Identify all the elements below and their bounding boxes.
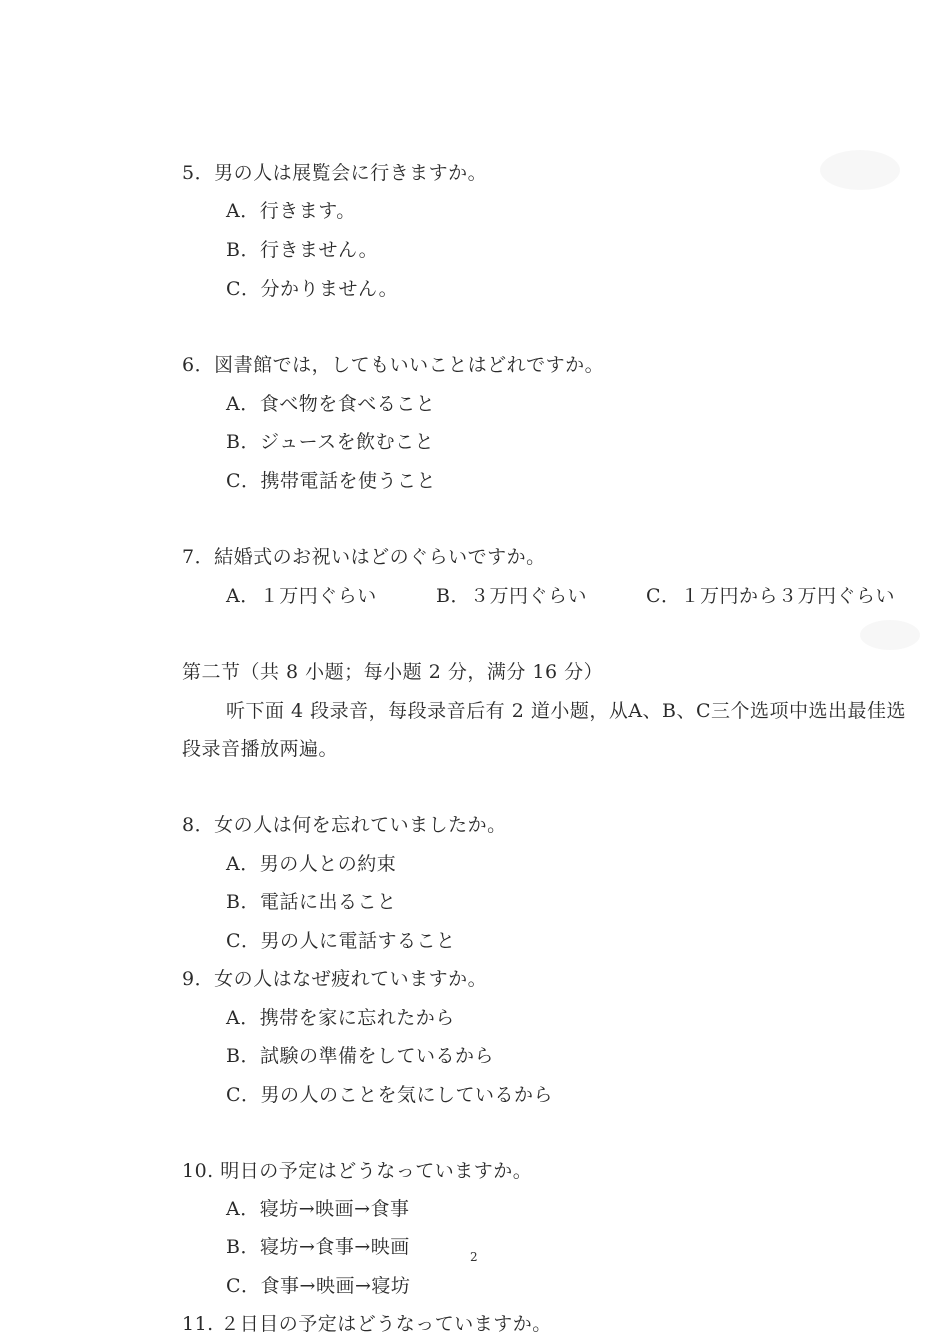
question-9-stem: 9．女の人はなぜ疲れていますか。 — [182, 968, 488, 990]
question-9-option-a: A．携帯を家に忘れたから — [226, 1007, 455, 1029]
page-number: 2 — [470, 1250, 478, 1264]
question-7-option-a: A．１万円ぐらい — [226, 585, 377, 607]
question-9-option-c: C．男の人のことを気にしているから — [226, 1084, 554, 1106]
question-5-option-b: B．行きません。 — [226, 239, 379, 261]
question-10-option-c: C．食事→映画→寝坊 — [226, 1275, 411, 1297]
question-5-option-a: A．行きます。 — [226, 200, 356, 222]
section-2-instruction-line2: 段录音播放两遍。 — [182, 738, 339, 760]
question-11-stem: 11. ２日目の予定はどうなっていますか。 — [182, 1313, 552, 1335]
question-8-stem: 8．女の人は何を忘れていましたか。 — [182, 814, 507, 836]
question-8-option-b: B．電話に出ること — [226, 891, 397, 913]
question-8-option-a: A．男の人との約束 — [226, 853, 397, 875]
question-7-option-c: C．１万円から３万円ぐらい — [646, 585, 896, 607]
scan-smudge — [820, 150, 900, 190]
question-6-stem: 6．図書館では，してもいいことはどれですか。 — [182, 354, 605, 376]
question-10-option-a: A．寝坊→映画→食事 — [226, 1198, 410, 1220]
question-8-option-c: C．男の人に電話すること — [226, 930, 456, 952]
question-5-stem: 5．男の人は展覧会に行きますか。 — [182, 162, 488, 184]
question-10-option-b: B．寝坊→食事→映画 — [226, 1236, 410, 1258]
section-2-title: 第二节（共 8 小题；每小题 2 分，满分 16 分） — [182, 661, 604, 683]
section-2-instruction-line1: 听下面 4 段录音，每段录音后有 2 道小题，从A、B、C三个选项中选出最佳选 — [226, 700, 907, 722]
scan-smudge — [860, 620, 920, 650]
question-7-option-b: B．３万円ぐらい — [436, 585, 587, 607]
question-5-option-c: C．分かりません。 — [226, 278, 399, 300]
question-9-option-b: B．試験の準備をしているから — [226, 1045, 494, 1067]
question-6-option-b: B．ジュースを飲むこと — [226, 431, 435, 453]
question-7-stem: 7．結婚式のお祝いはどのぐらいですか。 — [182, 546, 546, 568]
question-6-option-c: C．携帯電話を使うこと — [226, 470, 437, 492]
question-6-option-a: A．食べ物を食べること — [226, 393, 436, 415]
question-10-stem: 10. 明日の予定はどうなっていますか。 — [182, 1160, 533, 1182]
